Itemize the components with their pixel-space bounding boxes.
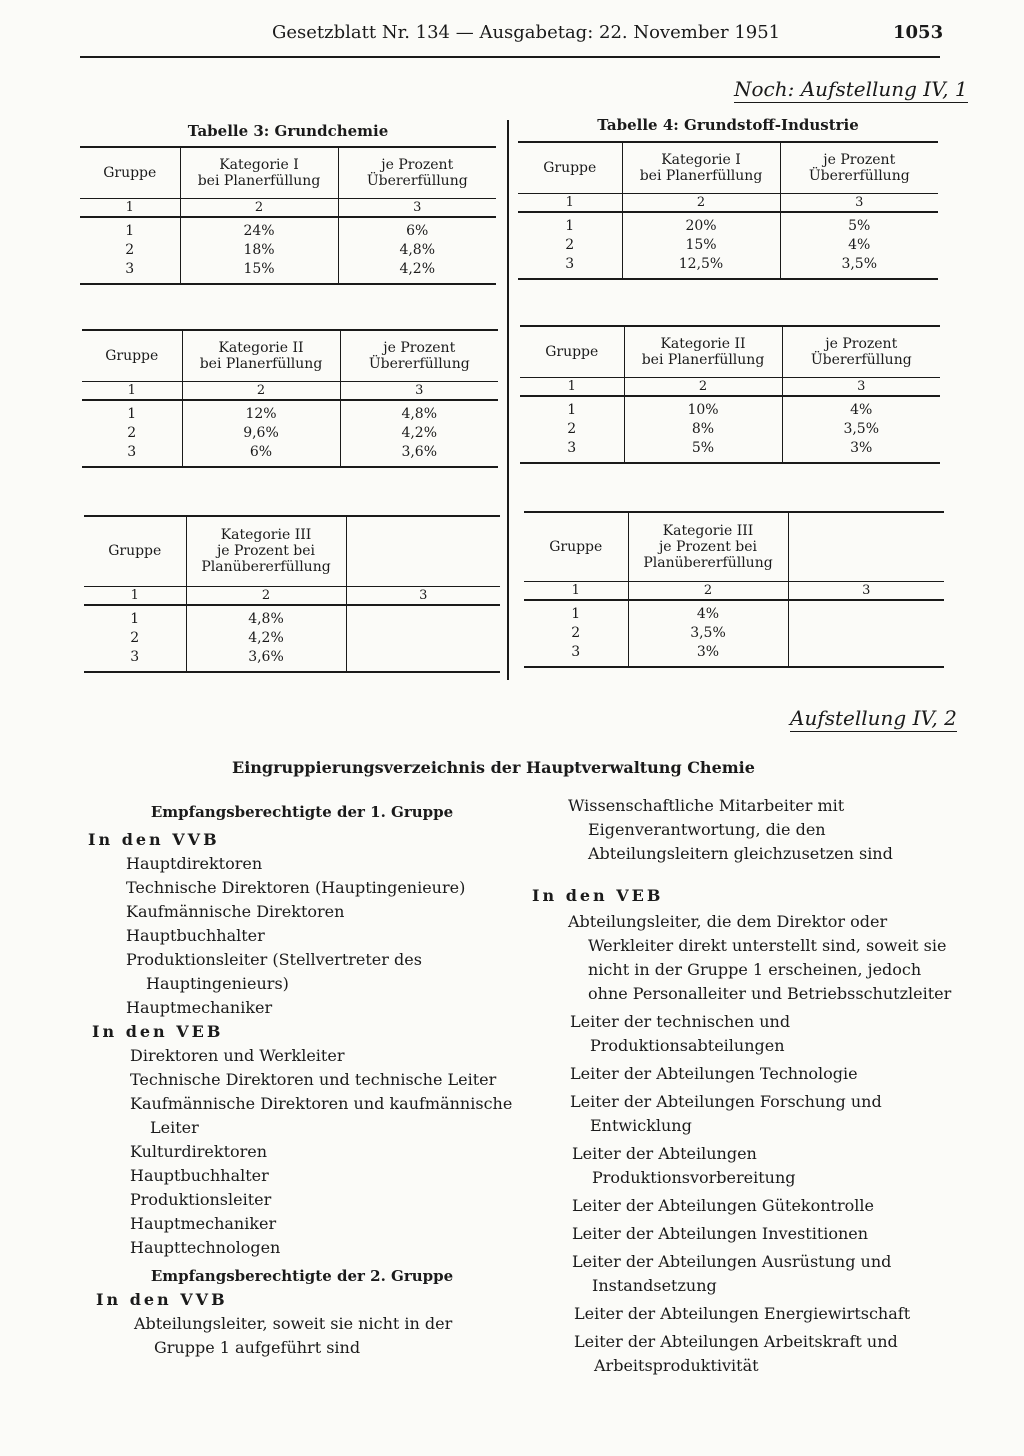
col-number: 2 — [186, 586, 346, 605]
col-number: 3 — [340, 382, 498, 401]
col-number: 3 — [782, 378, 940, 397]
col-number: 3 — [780, 194, 938, 213]
table4-kategorie-2 — [520, 325, 940, 464]
list-item: Hauptdirektoren — [126, 854, 263, 873]
col-header-prozent: je Prozent Übererfüllung — [340, 330, 498, 382]
list-item: Leiter der Abteilungen Produktionsvorbereitung — [572, 1144, 796, 1187]
col-number: 1 — [80, 199, 180, 218]
col-number: 1 — [84, 586, 186, 605]
col-number: 3 — [338, 199, 496, 218]
org-label-vvb-2: In den VVB — [96, 1290, 228, 1309]
prozent-values — [788, 600, 944, 667]
list-item: Leiter der Abteilungen Energiewirtschaft — [574, 1304, 911, 1323]
kategorie-values: 12% 9,6% 6% — [182, 400, 340, 467]
col-number: 1 — [524, 582, 628, 601]
col-header-prozent: je Prozent Übererfüllung — [780, 142, 938, 194]
col-number: 2 — [182, 382, 340, 401]
table3-kategorie-1 — [80, 146, 496, 285]
col-header-kategorie: Kategorie III je Prozent bei Planübererfüllung — [186, 516, 346, 586]
table3-kategorie-3 — [84, 515, 500, 673]
list-item: Leiter der technischen und Produktionsabteilungen — [570, 1012, 791, 1055]
org-label-vvb: In den VVB — [88, 830, 220, 849]
table4-kategorie-3 — [524, 511, 944, 668]
gruppe-values: 1 2 3 — [82, 400, 182, 467]
list-item: Leiter der Abteilungen Gütekontrolle — [572, 1196, 874, 1215]
kategorie-values: 20% 15% 12,5% — [622, 212, 780, 279]
table4-title: Tabelle 4: Grundstoff-Industrie — [597, 116, 859, 134]
table3-kategorie-2 — [82, 329, 498, 468]
list-item: Leiter der Abteilungen Technologie — [570, 1064, 858, 1083]
list-item: Haupttechnologen — [130, 1238, 281, 1257]
col-header-kategorie: Kategorie I bei Planerfüllung — [622, 142, 780, 194]
col-number: 2 — [622, 194, 780, 213]
list-item: Leiter der Abteilungen Investitionen — [572, 1224, 869, 1243]
list-item: Leiter der Abteilungen Arbeitskraft und Arbeitsproduktivität — [574, 1332, 898, 1375]
col-header-kategorie: Kategorie II bei Planerfüllung — [182, 330, 340, 382]
gruppe-values: 1 2 3 — [524, 600, 628, 667]
gruppe-values: 1 2 3 — [84, 605, 186, 672]
page-number: 1053 — [893, 22, 944, 43]
list-item: Kaufmännische Direktoren — [126, 902, 345, 921]
col-number: 1 — [82, 382, 182, 401]
table4-kategorie-1 — [518, 141, 938, 280]
col-header-kategorie: Kategorie I bei Planerfüllung — [180, 147, 338, 199]
list-item: Direktoren und Werkleiter — [130, 1046, 345, 1065]
prozent-values: 6% 4,8% 4,2% — [338, 217, 496, 284]
col-header-gruppe: Gruppe — [518, 142, 622, 194]
col-number: 3 — [788, 582, 944, 601]
page-header: Gesetzblatt Nr. 134 — Ausgabetag: 22. November 1951 — [272, 22, 781, 43]
col-number: 1 — [520, 378, 624, 397]
list-item: Abteilungsleiter, die dem Direktor oder Werkleiter direkt unterstellt sind, soweit sie nicht in der Gruppe 1 erscheinen, jedoch ohne Personalleiter und Betriebsschutzleiter — [568, 912, 952, 1003]
prozent-values: 4% 3,5% 3% — [782, 396, 940, 463]
list-item: Wissenschaftliche Mitarbeiter mit Eigenverantwortung, die den Abteilungsleitern gleichzusetzen sind — [568, 796, 893, 863]
column-divider — [507, 120, 509, 680]
col-header-prozent: je Prozent Übererfüllung — [782, 326, 940, 378]
list-item: Technische Direktoren (Hauptingenieure) — [126, 878, 466, 897]
group2-heading: Empfangsberechtigte der 2. Gruppe — [150, 1267, 454, 1285]
col-number: 2 — [624, 378, 782, 397]
list-item: Hauptmechaniker — [130, 1214, 277, 1233]
list-item: Hauptbuchhalter — [130, 1166, 269, 1185]
col-header-gruppe: Gruppe — [520, 326, 624, 378]
gruppe-values: 1 2 3 — [80, 217, 180, 284]
left-column — [88, 800, 516, 1360]
gruppe-values: 1 2 3 — [518, 212, 622, 279]
section-tag-iv-1: Noch: Aufstellung IV, 1 — [734, 77, 968, 101]
list-item: Hauptmechaniker — [126, 998, 273, 1017]
list-item: Leiter der Abteilungen Ausrüstung und Instandsetzung — [572, 1252, 892, 1295]
gruppe-values: 1 2 3 — [520, 396, 624, 463]
col-header-empty — [788, 512, 944, 582]
kategorie-values: 24% 18% 15% — [180, 217, 338, 284]
col-header-empty — [346, 516, 500, 586]
col-header-kategorie: Kategorie III je Prozent bei Planübererfüllung — [628, 512, 788, 582]
kategorie-values: 4% 3,5% 3% — [628, 600, 788, 667]
main-heading: Eingruppierungsverzeichnis der Hauptverwaltung Chemie — [232, 758, 755, 777]
section-tag-iv-2: Aufstellung IV, 2 — [790, 706, 957, 730]
prozent-values: 5% 4% 3,5% — [780, 212, 938, 279]
list-item: Leiter der Abteilungen Forschung und Entwicklung — [570, 1092, 882, 1135]
prozent-values — [346, 605, 500, 672]
col-header-kategorie: Kategorie II bei Planerfüllung — [624, 326, 782, 378]
kategorie-values: 10% 8% 5% — [624, 396, 782, 463]
list-item: Abteilungsleiter, soweit sie nicht in der Gruppe 1 aufgeführt sind — [134, 1314, 453, 1357]
list-item: Hauptbuchhalter — [126, 926, 265, 945]
col-number: 2 — [180, 199, 338, 218]
org-label-veb: In den VEB — [92, 1022, 224, 1041]
col-header-gruppe: Gruppe — [80, 147, 180, 199]
list-item: Produktionsleiter — [130, 1190, 272, 1209]
table3-title: Tabelle 3: Grundchemie — [187, 122, 389, 140]
list-item: Kaufmännische Direktoren und kaufmännische Leiter — [130, 1094, 513, 1137]
prozent-values: 4,8% 4,2% 3,6% — [340, 400, 498, 467]
col-header-gruppe: Gruppe — [84, 516, 186, 586]
list-item: Kulturdirektoren — [130, 1142, 268, 1161]
kategorie-values: 4,8% 4,2% 3,6% — [186, 605, 346, 672]
col-header-gruppe: Gruppe — [524, 512, 628, 582]
header-rule — [80, 56, 940, 58]
right-column — [532, 794, 952, 1382]
org-label-veb-right: In den VEB — [532, 886, 664, 905]
list-item: Produktionsleiter (Stellvertreter des Hauptingenieurs) — [126, 950, 422, 993]
col-header-gruppe: Gruppe — [82, 330, 182, 382]
col-number: 2 — [628, 582, 788, 601]
list-item: Technische Direktoren und technische Leiter — [130, 1070, 497, 1089]
group1-heading: Empfangsberechtigte der 1. Gruppe — [150, 803, 454, 821]
col-number: 1 — [518, 194, 622, 213]
col-number: 3 — [346, 586, 500, 605]
col-header-prozent: je Prozent Übererfüllung — [338, 147, 496, 199]
